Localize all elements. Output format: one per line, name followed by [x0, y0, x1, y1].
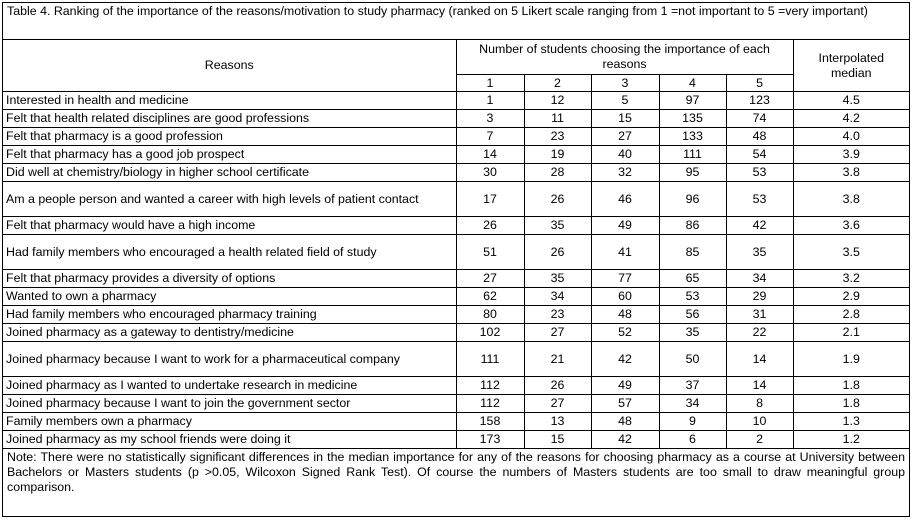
reason-cell: Felt that pharmacy is a good profession	[3, 128, 456, 146]
header-level-5: 5	[726, 75, 793, 92]
count-cell-5: 29	[726, 288, 793, 306]
count-cell-1: 62	[456, 288, 524, 306]
table-row	[3, 146, 909, 164]
header-interpolated-median: Interpolated median	[793, 40, 909, 92]
count-cell-2: 11	[524, 110, 591, 128]
table-row	[3, 92, 909, 110]
count-cell-4: 34	[659, 395, 726, 413]
count-cell-3: 27	[591, 128, 659, 146]
table-row	[3, 306, 909, 324]
count-cell-3: 32	[591, 164, 659, 182]
count-cell-1: 51	[456, 235, 524, 270]
reason-cell: Joined pharmacy because I want to work for a pharmaceutical company	[3, 342, 456, 377]
reason-cell: Family members own a pharmacy	[3, 413, 456, 431]
table-row	[3, 128, 909, 146]
count-cell-1: 14	[456, 146, 524, 164]
count-cell-1: 80	[456, 306, 524, 324]
median-cell: 3.5	[793, 235, 909, 270]
count-cell-3: 57	[591, 395, 659, 413]
count-cell-3: 42	[591, 342, 659, 377]
reason-cell: Joined pharmacy as a gateway to dentistry/medicine	[3, 324, 456, 342]
reason-cell: Joined pharmacy because I want to join the government sector	[3, 395, 456, 413]
table-row	[3, 182, 909, 217]
reason-cell: Felt that pharmacy has a good job prospect	[3, 146, 456, 164]
count-cell-2: 15	[524, 431, 591, 449]
table-row	[3, 164, 909, 182]
count-cell-1: 102	[456, 324, 524, 342]
median-cell: 2.8	[793, 306, 909, 324]
count-cell-3: 46	[591, 182, 659, 217]
reason-cell: Interested in health and medicine	[3, 92, 456, 110]
count-cell-5: 10	[726, 413, 793, 431]
count-cell-3: 52	[591, 324, 659, 342]
count-cell-4: 53	[659, 288, 726, 306]
count-cell-2: 35	[524, 217, 591, 235]
count-cell-4: 95	[659, 164, 726, 182]
table-row	[3, 235, 909, 270]
count-cell-1: 26	[456, 217, 524, 235]
reason-cell: Had family members who encouraged pharmacy training	[3, 306, 456, 324]
count-cell-5: 31	[726, 306, 793, 324]
count-cell-4: 85	[659, 235, 726, 270]
count-cell-5: 22	[726, 324, 793, 342]
count-cell-5: 14	[726, 377, 793, 395]
table-note: Note: There were no statistically significant differences in the median importance for any of the reasons for choosing pharmacy as a course at University between Bachelors or Masters students (p >0.05, Wilcoxon Signed Rank Test). Of course the numbers of Masters students are too small to draw meaningful group comparison.	[7, 450, 905, 494]
count-cell-2: 21	[524, 342, 591, 377]
count-cell-5: 48	[726, 128, 793, 146]
count-cell-4: 135	[659, 110, 726, 128]
table-row	[3, 324, 909, 342]
count-cell-4: 65	[659, 270, 726, 288]
count-cell-4: 111	[659, 146, 726, 164]
median-cell: 4.0	[793, 128, 909, 146]
reason-cell: Joined pharmacy as I wanted to undertake research in medicine	[3, 377, 456, 395]
reason-cell: Felt that health related disciplines are good professions	[3, 110, 456, 128]
median-cell: 1.9	[793, 342, 909, 377]
count-cell-1: 30	[456, 164, 524, 182]
count-cell-3: 77	[591, 270, 659, 288]
count-cell-2: 23	[524, 128, 591, 146]
count-cell-1: 112	[456, 377, 524, 395]
table-row	[3, 110, 909, 128]
count-cell-1: 27	[456, 270, 524, 288]
reason-cell: Joined pharmacy as my school friends were doing it	[3, 431, 456, 449]
count-cell-1: 7	[456, 128, 524, 146]
count-cell-4: 6	[659, 431, 726, 449]
count-cell-3: 49	[591, 377, 659, 395]
count-cell-2: 27	[524, 324, 591, 342]
count-cell-3: 41	[591, 235, 659, 270]
count-cell-4: 96	[659, 182, 726, 217]
count-cell-3: 49	[591, 217, 659, 235]
table-container	[2, 2, 910, 517]
count-cell-1: 173	[456, 431, 524, 449]
table-row	[3, 377, 909, 395]
count-cell-1: 158	[456, 413, 524, 431]
count-cell-1: 1	[456, 92, 524, 110]
header-level-3: 3	[591, 75, 659, 92]
count-cell-3: 15	[591, 110, 659, 128]
count-cell-2: 28	[524, 164, 591, 182]
count-cell-5: 74	[726, 110, 793, 128]
header-level-1: 1	[456, 75, 524, 92]
count-cell-2: 34	[524, 288, 591, 306]
header-reasons: Reasons	[3, 40, 456, 92]
count-cell-5: 2	[726, 431, 793, 449]
count-cell-2: 27	[524, 395, 591, 413]
count-cell-5: 34	[726, 270, 793, 288]
table-row	[3, 342, 909, 377]
count-cell-5: 54	[726, 146, 793, 164]
count-cell-2: 23	[524, 306, 591, 324]
count-cell-2: 12	[524, 92, 591, 110]
median-cell: 3.6	[793, 217, 909, 235]
reasons-table	[3, 39, 909, 449]
count-cell-4: 50	[659, 342, 726, 377]
count-cell-3: 40	[591, 146, 659, 164]
count-cell-2: 19	[524, 146, 591, 164]
count-cell-1: 111	[456, 342, 524, 377]
count-cell-2: 13	[524, 413, 591, 431]
count-cell-3: 48	[591, 306, 659, 324]
header-level-2: 2	[524, 75, 591, 92]
count-cell-2: 26	[524, 182, 591, 217]
table-row	[3, 217, 909, 235]
median-cell: 3.8	[793, 182, 909, 217]
reason-cell: Had family members who encouraged a health related field of study	[3, 235, 456, 270]
table-row	[3, 270, 909, 288]
count-cell-2: 35	[524, 270, 591, 288]
reason-cell: Am a people person and wanted a career with high levels of patient contact	[3, 182, 456, 217]
count-cell-5: 53	[726, 164, 793, 182]
count-cell-4: 35	[659, 324, 726, 342]
count-cell-3: 48	[591, 413, 659, 431]
median-cell: 3.9	[793, 146, 909, 164]
count-cell-4: 9	[659, 413, 726, 431]
count-cell-1: 112	[456, 395, 524, 413]
count-cell-1: 3	[456, 110, 524, 128]
count-cell-4: 86	[659, 217, 726, 235]
median-cell: 1.2	[793, 431, 909, 449]
count-cell-1: 17	[456, 182, 524, 217]
count-cell-5: 14	[726, 342, 793, 377]
median-cell: 4.2	[793, 110, 909, 128]
median-cell: 3.2	[793, 270, 909, 288]
count-cell-2: 26	[524, 377, 591, 395]
header-student-counts: Number of students choosing the importance of each reasons	[456, 40, 793, 75]
reason-cell: Felt that pharmacy provides a diversity of options	[3, 270, 456, 288]
table-row	[3, 413, 909, 431]
median-cell: 1.8	[793, 395, 909, 413]
count-cell-3: 42	[591, 431, 659, 449]
count-cell-5: 8	[726, 395, 793, 413]
median-cell: 3.8	[793, 164, 909, 182]
median-cell: 1.3	[793, 413, 909, 431]
reason-cell: Did well at chemistry/biology in higher school certificate	[3, 164, 456, 182]
table-row	[3, 288, 909, 306]
count-cell-5: 53	[726, 182, 793, 217]
count-cell-4: 56	[659, 306, 726, 324]
count-cell-5: 42	[726, 217, 793, 235]
count-cell-3: 5	[591, 92, 659, 110]
count-cell-4: 133	[659, 128, 726, 146]
reason-cell: Wanted to own a pharmacy	[3, 288, 456, 306]
median-cell: 4.5	[793, 92, 909, 110]
header-level-4: 4	[659, 75, 726, 92]
count-cell-3: 60	[591, 288, 659, 306]
median-cell: 2.1	[793, 324, 909, 342]
count-cell-4: 97	[659, 92, 726, 110]
reason-cell: Felt that pharmacy would have a high income	[3, 217, 456, 235]
count-cell-5: 35	[726, 235, 793, 270]
count-cell-5: 123	[726, 92, 793, 110]
table-row	[3, 431, 909, 449]
table-caption: Table 4. Ranking of the importance of the reasons/motivation to study pharmacy (ranked on 5 Likert scale ranging from 1 =not important to 5 =very important)	[7, 4, 868, 18]
count-cell-4: 37	[659, 377, 726, 395]
median-cell: 2.9	[793, 288, 909, 306]
table-row	[3, 395, 909, 413]
median-cell: 1.8	[793, 377, 909, 395]
count-cell-2: 26	[524, 235, 591, 270]
